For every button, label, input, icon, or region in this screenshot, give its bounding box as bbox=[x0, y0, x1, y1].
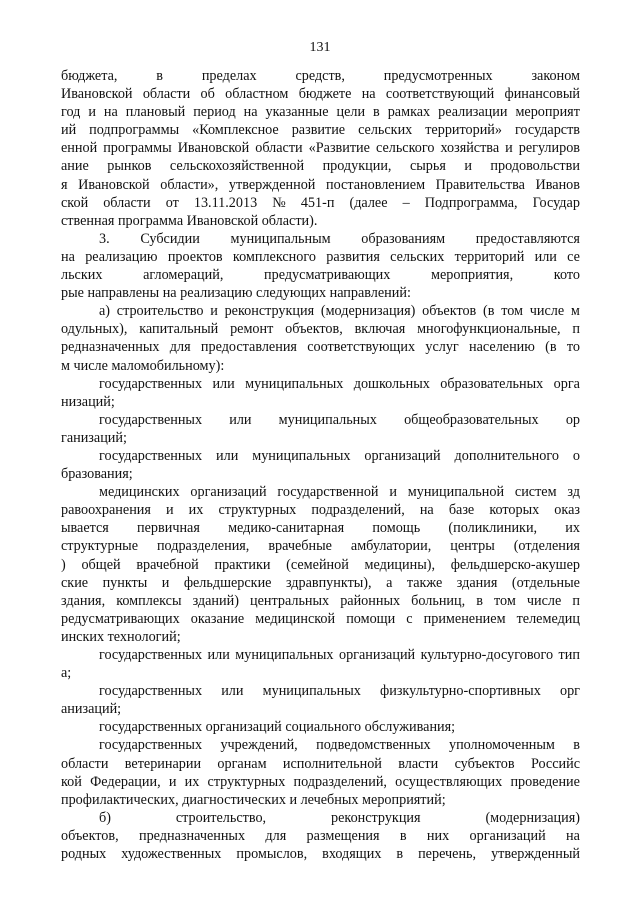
text-line: медицинских организаций государственной и муниципальной систем зд bbox=[99, 484, 580, 501]
text-line: ской области от 13.11.2013 № 451-п (далее – Подпрограмма, Государ bbox=[61, 194, 580, 211]
text-line: я Ивановской области», утвержденной постановлением Правительства Иванов bbox=[61, 176, 580, 193]
text-line: на реализацию проектов комплексного развития сельских территорий или се bbox=[61, 248, 580, 265]
text-line: м числе маломобильному): bbox=[61, 357, 225, 374]
text-line: государственных учреждений, подведомственных уполномоченным в bbox=[99, 737, 580, 754]
text-line: родных художественных промыслов, входящих в перечень, утвержденный bbox=[61, 846, 580, 863]
text-line: 3. Субсидии муниципальным образованиям предоставляются bbox=[99, 230, 580, 247]
text-line: государственных или муниципальных физкультурно-спортивных орг bbox=[99, 683, 580, 700]
text-line: льских агломераций, предусматривающих мероприятия, кото bbox=[61, 267, 580, 284]
list-item-culture bbox=[61, 646, 580, 682]
text-line: а; bbox=[61, 665, 72, 682]
text-line: год и на плановый период на указанные цели в рамках реализации мероприят bbox=[61, 104, 580, 121]
text-line: профилактических, диагностических и лечебных мероприятий; bbox=[61, 791, 446, 808]
text-line: бюджета, в пределах средств, предусмотренных законом bbox=[61, 68, 580, 84]
list-item-social-service: государственных организаций социального обслуживания; bbox=[99, 719, 456, 736]
text-line: ывается первичная медико-санитарная помощь (поликлиники, их bbox=[61, 520, 580, 537]
text-line: редназначенных для предоставления соответствующих услуг населению (в то bbox=[61, 339, 580, 356]
text-line: ий подпрограммы «Комплексное развитие сельских территорий» государств bbox=[61, 122, 580, 139]
list-item-additional-education bbox=[61, 447, 580, 483]
text-line: а) строительство и реконструкция (модернизация) объектов (в том числе м bbox=[99, 303, 580, 320]
text-line: объектов, предназначенных для размещения в них организаций на bbox=[61, 827, 580, 844]
text-line: структурные подразделения, врачебные амбулатории, центры (отделения bbox=[61, 538, 580, 555]
text-line: ) общей врачебной практики (семейной медицины), фельдшерско-акушер bbox=[61, 556, 580, 573]
page-number: 131 bbox=[309, 40, 331, 55]
text-line: равоохранения и их структурных подразделений, на базе которых оказ bbox=[61, 502, 580, 519]
text-line: области ветеринарии органам исполнительной власти субъектов Российс bbox=[61, 755, 580, 772]
text-line: здания, комплексы зданий) центральных районных больниц, в том числе п bbox=[61, 592, 580, 609]
text-line: ание рынков сельскохозяйственной продукции, сырья и продовольстви bbox=[61, 158, 580, 175]
paragraph-subitem-a bbox=[61, 302, 580, 374]
paragraph-subitem-b bbox=[61, 809, 580, 863]
text-line: государственных или муниципальных организаций дополнительного о bbox=[99, 447, 580, 464]
text-line: редусматривающих оказание медицинской помощи с применением телемедиц bbox=[61, 610, 580, 627]
text-line: одульных), капитальный ремонт объектов, включая многофункциональные, п bbox=[61, 321, 580, 338]
list-item-preschool bbox=[61, 375, 580, 411]
text-line: енной программы Ивановской области «Развитие сельского хозяйства и регулиров bbox=[61, 140, 580, 157]
text-line: низаций; bbox=[61, 393, 115, 410]
text-line: ские пункты и фельдшерские здравпункты), а также здания (отдельные bbox=[61, 574, 580, 591]
text-line: государственных или муниципальных дошкольных образовательных орга bbox=[99, 375, 580, 392]
paragraph-item-3-subsidies bbox=[61, 230, 580, 302]
text-line: инских технологий; bbox=[61, 628, 181, 645]
text-line: рые направлены на реализацию следующих направлений: bbox=[61, 285, 411, 302]
text-line: бразования; bbox=[61, 466, 133, 483]
text-line: ственная программа Ивановской области). bbox=[61, 212, 318, 229]
text-line: ганизаций; bbox=[61, 429, 127, 446]
list-item-sports bbox=[61, 682, 580, 718]
text-line: Ивановской области об областном бюджете на соответствующий финансовый bbox=[61, 86, 580, 103]
document-body bbox=[61, 67, 580, 863]
list-item-veterinary bbox=[61, 736, 580, 808]
list-item-medical-organizations bbox=[61, 483, 580, 646]
paragraph-budget-continuation bbox=[61, 67, 580, 230]
list-item-general-education bbox=[61, 411, 580, 447]
text-line: анизаций; bbox=[61, 701, 122, 718]
text-line: кой Федерации, и их структурных подразделений, осуществляющих проведение bbox=[61, 773, 580, 790]
text-line: государственных или муниципальных общеобразовательных ор bbox=[99, 411, 580, 428]
text-line: б) строительство, реконструкция (модернизация) bbox=[99, 809, 580, 826]
text-line: государственных или муниципальных организаций культурно-досугового тип bbox=[99, 647, 580, 663]
